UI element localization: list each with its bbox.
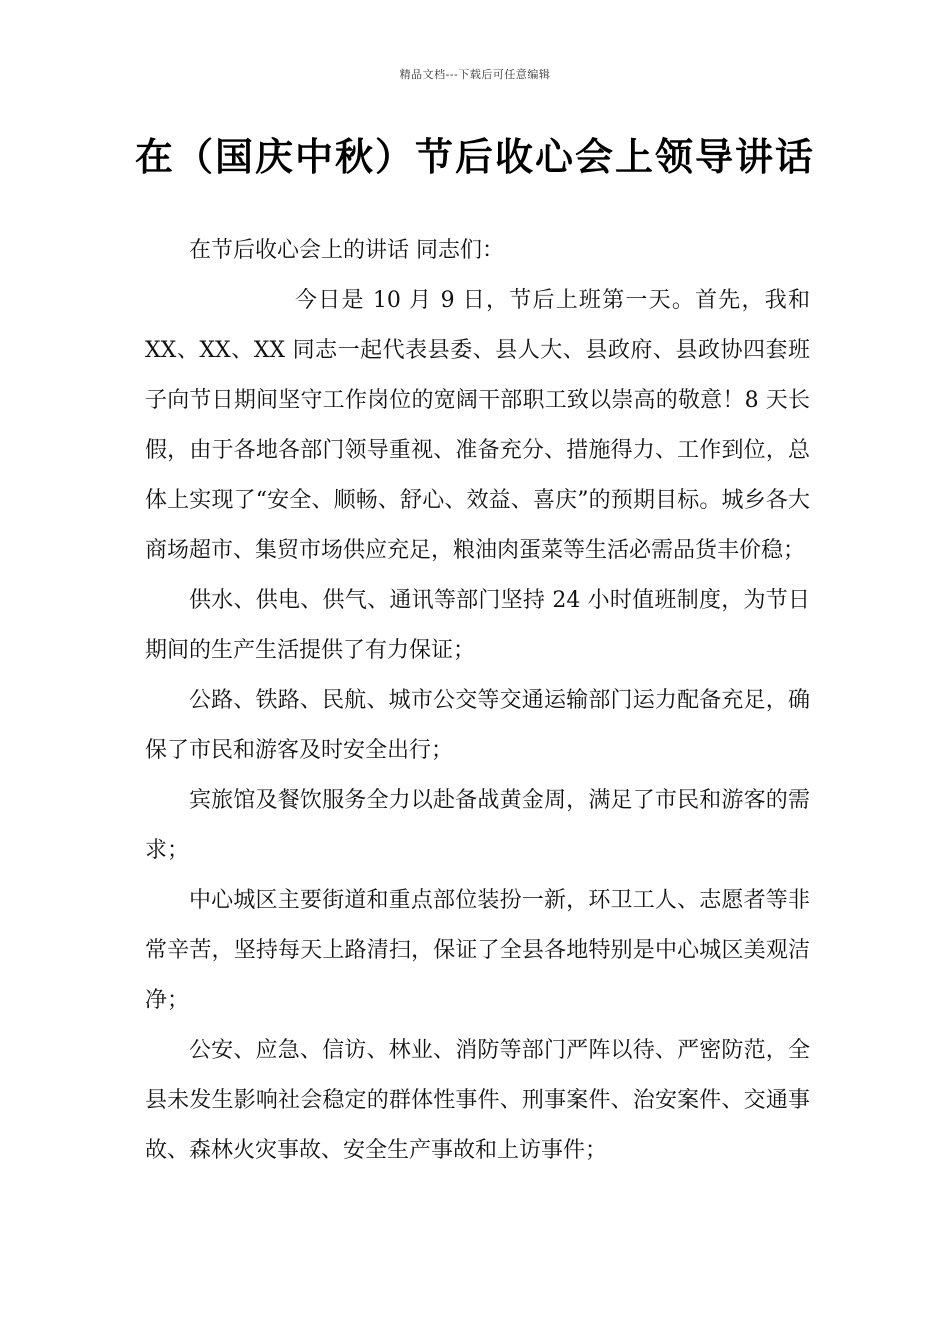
paragraph-transport: 公路、铁路、民航、城市公交等交通运输部门运力配备充足，确保了市民和游客及时安全出行； (145, 688, 810, 763)
paragraph-city-cleaning: 中心城区主要街道和重点部位装扮一新，环卫工人、志愿者等非常辛苦，坚持每天上路清扫，保证了全县各地特别是中心城区美观洁净； (145, 888, 810, 1013)
paragraph-public-safety: 公安、应急、信访、林业、消防等部门严阵以待、严密防范，全县未发生影响社会稳定的群体性事件、刑事案件、治安案件、交通事故、森林火灾事故、安全生产事故和上访事件； (145, 1038, 810, 1163)
header-note: 精品文档---下载后可任意编辑 (399, 68, 551, 81)
paragraph-utilities: 供水、供电、供气、通讯等部门坚持 24 小时值班制度，为节日期间的生产生活提供了有力保证； (145, 588, 810, 663)
paragraph-opening: 今日是 10 月 9 日，节后上班第一天。首先，我和 XX、XX、XX 同志一起代表县委、县人大、县政府、县政协四套班子向节日期间坚守工作岗位的宽阔干部职工致以崇高的敬意！8 天长假，由于各地各部门领导重视、准备充分、措施得力、工作到位，总体上实现了“安全、顺畅、舒心、效益、喜庆”的预期目标。城乡各大商场超市、集贸市场供应充足，粮油肉蛋菜等生活必需品货丰价稳； (145, 288, 810, 563)
document-title: 在（国庆中秋）节后收心会上领导讲话 (134, 135, 815, 179)
paragraph-hospitality: 宾旅馆及餐饮服务全力以赴备战黄金周，满足了市民和游客的需求； (145, 788, 810, 863)
paragraph-greeting: 在节后收心会上的讲话 同志们： (189, 238, 504, 263)
document-body (145, 226, 810, 1176)
